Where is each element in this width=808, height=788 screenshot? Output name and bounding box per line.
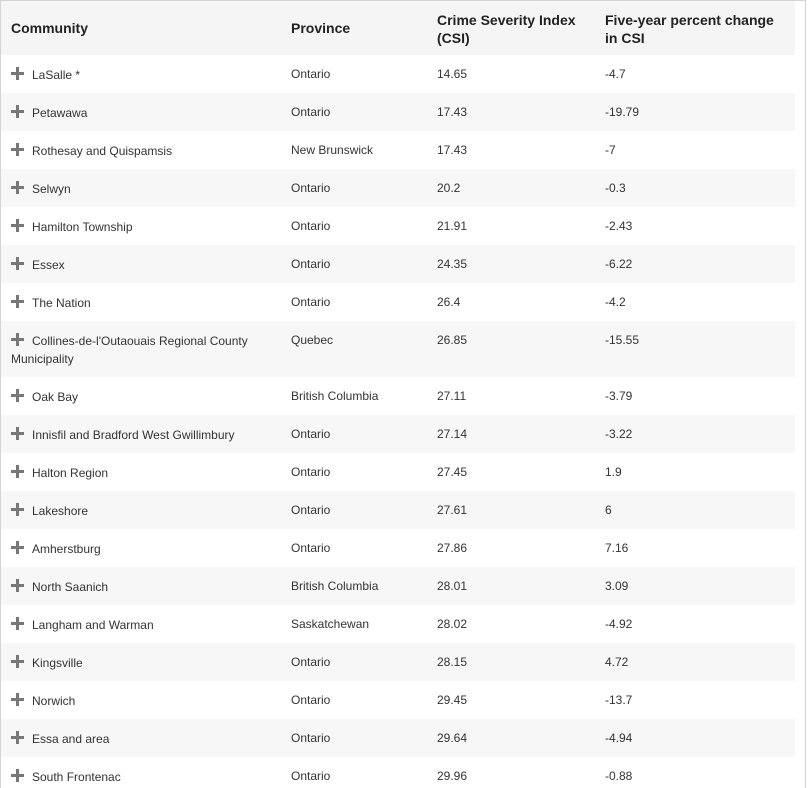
expand-plus-icon[interactable] <box>11 503 24 516</box>
cell-province: Ontario <box>291 769 331 783</box>
cell-change: 1.9 <box>605 465 622 479</box>
table-row[interactable] <box>1 567 795 605</box>
expand-plus-icon[interactable] <box>11 389 24 402</box>
cell-csi: 14.65 <box>437 67 468 81</box>
cell-community <box>1 719 281 757</box>
cell-change: 4.72 <box>605 655 629 669</box>
cell-change: -0.3 <box>605 181 626 195</box>
community-name: Collines-de-l'Outaouais Regional County Municipality <box>11 334 248 366</box>
column-header-csi[interactable]: Crime Severity Index (CSI) <box>437 12 576 46</box>
cell-province: Quebec <box>291 333 334 347</box>
cell-community <box>1 643 281 681</box>
cell-change: -3.22 <box>605 427 633 441</box>
expand-plus-icon[interactable] <box>11 181 24 194</box>
cell-csi: 27.11 <box>437 389 467 403</box>
cell-change: -19.79 <box>605 105 640 119</box>
expand-plus-icon[interactable] <box>11 295 24 308</box>
expand-plus-icon[interactable] <box>11 731 24 744</box>
cell-csi: 28.01 <box>437 579 468 593</box>
community-name: Kingsville <box>32 656 83 670</box>
community-name: Hamilton Township <box>32 220 133 234</box>
table-row[interactable] <box>1 719 795 757</box>
cell-community <box>1 55 281 93</box>
cell-community <box>1 207 281 245</box>
cell-csi: 17.43 <box>437 143 468 157</box>
cell-community <box>1 529 281 567</box>
cell-province: Ontario <box>291 219 331 233</box>
cell-change: -13.7 <box>605 693 633 707</box>
community-name: Essa and area <box>32 732 110 746</box>
cell-community <box>1 131 281 169</box>
cell-community <box>1 415 281 453</box>
expand-plus-icon[interactable] <box>11 541 24 554</box>
expand-plus-icon[interactable] <box>11 333 24 346</box>
expand-plus-icon[interactable] <box>11 257 24 270</box>
community-name: Oak Bay <box>32 390 79 404</box>
cell-csi: 21.91 <box>437 219 468 233</box>
cell-csi: 27.86 <box>437 541 468 555</box>
cell-community <box>1 321 281 377</box>
expand-plus-icon[interactable] <box>11 693 24 706</box>
column-header-change[interactable]: Five-year percent change in CSI <box>605 12 774 46</box>
expand-plus-icon[interactable] <box>11 427 24 440</box>
cell-province: Ontario <box>291 465 331 479</box>
cell-change: -4.7 <box>605 67 626 81</box>
column-header-province[interactable]: Province <box>291 20 351 36</box>
table-header <box>1 1 795 55</box>
cell-province: Ontario <box>291 295 331 309</box>
table-row[interactable] <box>1 643 795 681</box>
cell-change: 3.09 <box>605 579 629 593</box>
cell-csi: 29.64 <box>437 731 468 745</box>
cell-province: Ontario <box>291 67 331 81</box>
cell-csi: 26.85 <box>437 333 468 347</box>
cell-province: Ontario <box>291 257 331 271</box>
cell-csi: 28.02 <box>437 617 468 631</box>
cell-csi: 20.2 <box>437 181 461 195</box>
cell-csi: 28.15 <box>437 655 468 669</box>
community-name: Halton Region <box>32 466 109 480</box>
table-row[interactable] <box>1 207 795 245</box>
cell-province: British Columbia <box>291 579 379 593</box>
cell-csi: 24.35 <box>437 257 468 271</box>
cell-community <box>1 567 281 605</box>
cell-province: British Columbia <box>291 389 379 403</box>
cell-change: -0.88 <box>605 769 633 783</box>
table-row[interactable] <box>1 283 795 321</box>
expand-plus-icon[interactable] <box>11 67 24 80</box>
table-row[interactable] <box>1 169 795 207</box>
cell-province: Ontario <box>291 105 331 119</box>
column-header-community[interactable]: Community <box>11 20 88 36</box>
community-name: Lakeshore <box>32 504 89 518</box>
cell-community <box>1 491 281 529</box>
table-row[interactable] <box>1 55 795 93</box>
cell-csi: 26.4 <box>437 295 461 309</box>
cell-change: -4.2 <box>605 295 626 309</box>
community-name: The Nation <box>32 296 91 310</box>
cell-csi: 29.96 <box>437 769 468 783</box>
cell-csi: 17.43 <box>437 105 468 119</box>
expand-plus-icon[interactable] <box>11 769 24 782</box>
community-name: South Frontenac <box>32 770 121 784</box>
cell-province: Saskatchewan <box>291 617 370 631</box>
cell-province: Ontario <box>291 541 331 555</box>
table-row[interactable] <box>1 453 795 491</box>
table-row[interactable] <box>1 415 795 453</box>
csi-table <box>1 1 795 788</box>
expand-plus-icon[interactable] <box>11 105 24 118</box>
cell-province: Ontario <box>291 655 331 669</box>
cell-change: -4.94 <box>605 731 633 745</box>
table-row[interactable] <box>1 245 795 283</box>
cell-community <box>1 169 281 207</box>
cell-community <box>1 757 281 788</box>
cell-province: Ontario <box>291 427 331 441</box>
table-row[interactable] <box>1 93 795 131</box>
cell-csi: 29.45 <box>437 693 468 707</box>
cell-change: -3.79 <box>605 389 633 403</box>
cell-change: 6 <box>605 503 612 517</box>
community-name: Selwyn <box>32 182 71 196</box>
cell-change: -4.92 <box>605 617 633 631</box>
table-row[interactable] <box>1 131 795 169</box>
cell-province: Ontario <box>291 731 331 745</box>
table-row[interactable] <box>1 321 795 377</box>
cell-community <box>1 605 281 643</box>
community-name: Innisfil and Bradford West Gwillimbury <box>32 428 235 442</box>
community-name: Amherstburg <box>32 542 101 556</box>
expand-plus-icon[interactable] <box>11 143 24 156</box>
cell-change: -15.55 <box>605 333 640 347</box>
cell-change: -7 <box>605 143 616 157</box>
community-name: LaSalle * <box>32 68 81 82</box>
cell-community <box>1 283 281 321</box>
table-row[interactable] <box>1 377 795 415</box>
community-name: Langham and Warman <box>32 618 154 632</box>
cell-change: -2.43 <box>605 219 633 233</box>
table-row[interactable] <box>1 491 795 529</box>
cell-community <box>1 93 281 131</box>
table-row[interactable] <box>1 605 795 643</box>
cell-csi: 27.14 <box>437 427 468 441</box>
expand-plus-icon[interactable] <box>11 617 24 630</box>
header-row <box>1 1 795 55</box>
cell-change: 7.16 <box>605 541 629 555</box>
community-name: Essex <box>32 258 65 272</box>
expand-plus-icon[interactable] <box>11 655 24 668</box>
cell-csi: 27.61 <box>437 503 468 517</box>
community-name: Norwich <box>32 694 76 708</box>
table-body <box>1 55 795 788</box>
cell-change: -6.22 <box>605 257 633 271</box>
expand-plus-icon[interactable] <box>11 219 24 232</box>
cell-community <box>1 681 281 719</box>
cell-community <box>1 245 281 283</box>
table-row[interactable] <box>1 529 795 567</box>
cell-province: Ontario <box>291 181 331 195</box>
table-row[interactable] <box>1 681 795 719</box>
expand-plus-icon[interactable] <box>11 465 24 478</box>
cell-csi: 27.45 <box>437 465 468 479</box>
cell-province: Ontario <box>291 503 331 517</box>
table-row[interactable] <box>1 757 795 788</box>
community-name: Petawawa <box>32 106 88 120</box>
community-name: Rothesay and Quispamsis <box>32 144 173 158</box>
expand-plus-icon[interactable] <box>11 579 24 592</box>
cell-province: New Brunswick <box>291 143 374 157</box>
cell-community <box>1 453 281 491</box>
community-name: North Saanich <box>32 580 109 594</box>
cell-community <box>1 377 281 415</box>
cell-province: Ontario <box>291 693 331 707</box>
